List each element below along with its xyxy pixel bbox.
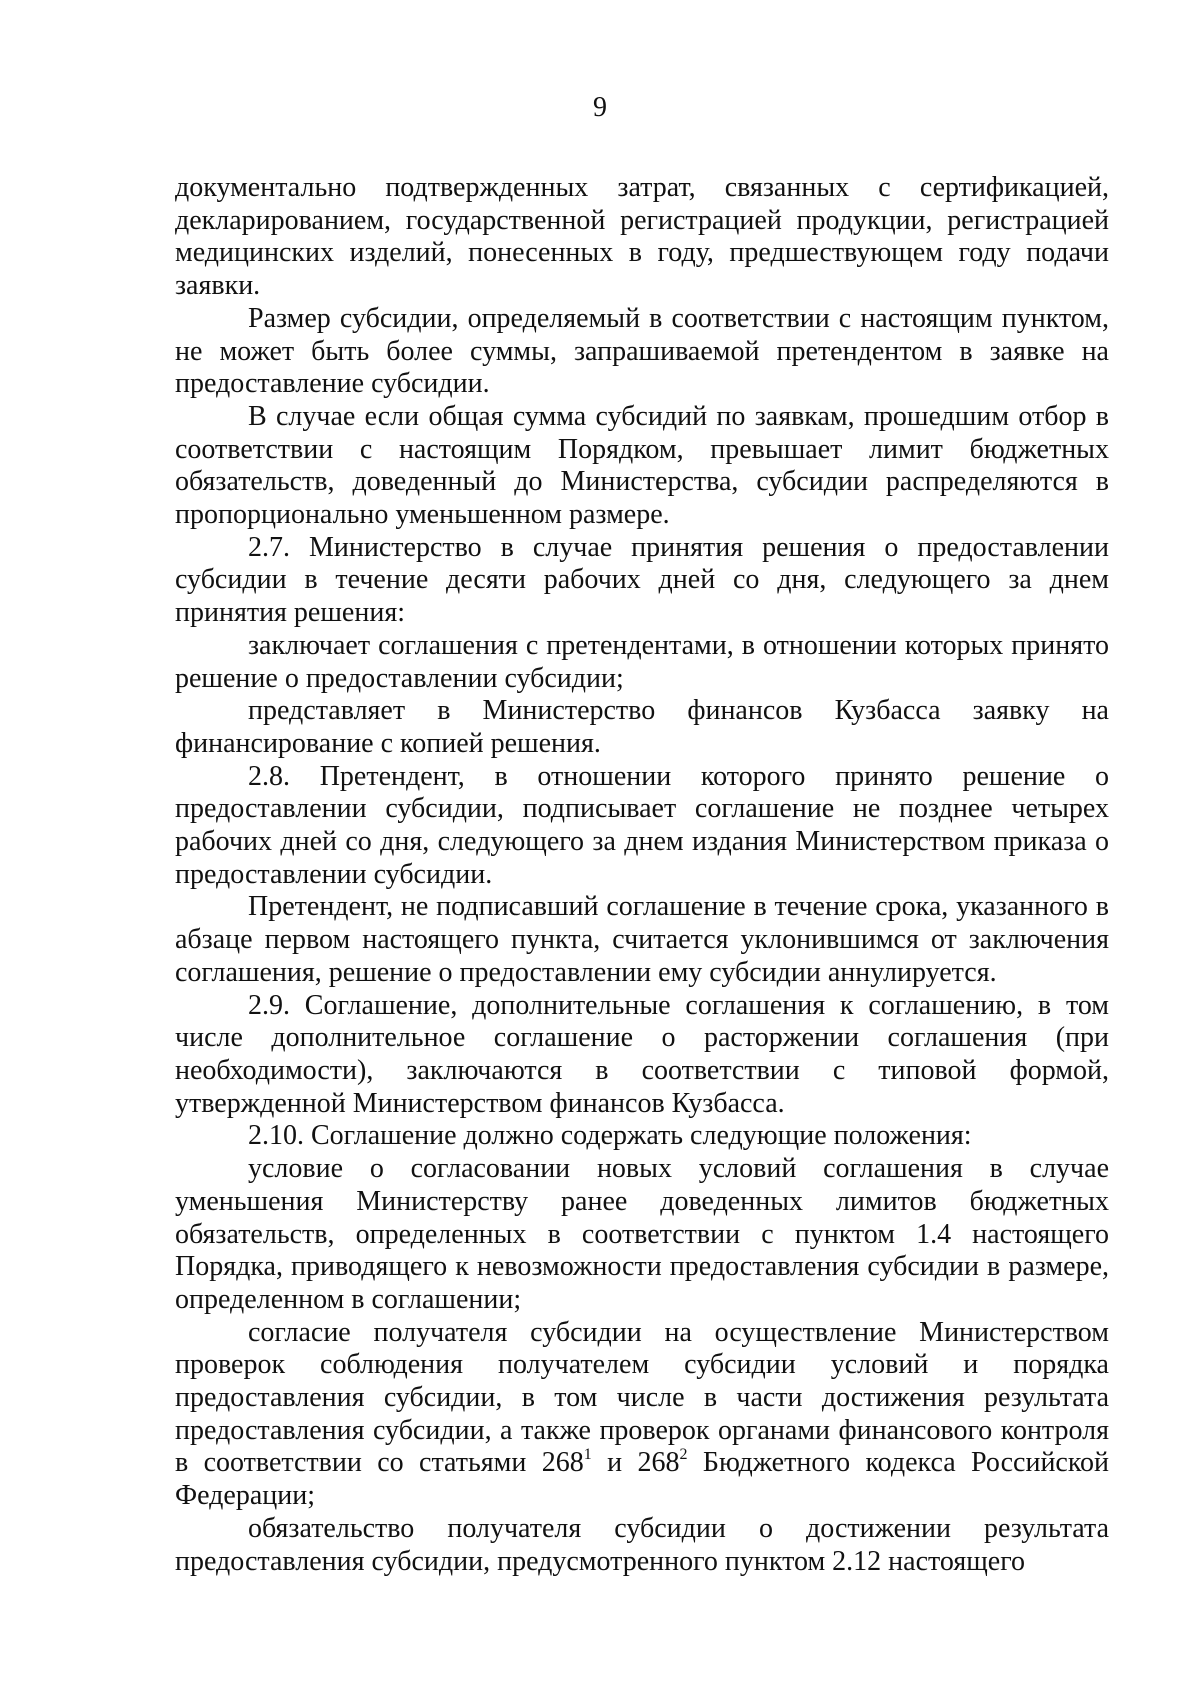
- paragraph-2-9: 2.9. Соглашение, дополнительные соглашения к соглашению, в том числе дополнительное соглашение о расторжении соглашения (при необходимости), заключаются в соответствии с типовой формой, утвержденной Министерством финансов Кузбасса.: [175, 989, 1109, 1119]
- paragraph-2-7: 2.7. Министерство в случае принятия решения о предоставлении субсидии в течение десяти рабочих дней со дня, следующего за днем принятия решения:: [175, 531, 1109, 629]
- paragraph-3: В случае если общая сумма субсидий по заявкам, прошедшим отбор в соответствии с настоящим Порядком, превышает лимит бюджетных обязательств, доведенный до Министерства, субсидии распределяются в пропорционально уменьшенном размере.: [175, 400, 1109, 531]
- paragraph-2-7-item-1: заключает соглашения с претендентами, в отношении которых принято решение о предоставлении субсидии;: [175, 629, 1109, 694]
- paragraph-2-10: 2.10. Соглашение должно содержать следующие положения:: [248, 1120, 972, 1152]
- superscript-1: 1: [583, 1446, 592, 1464]
- page-number: 9: [593, 92, 607, 123]
- paragraph-2-10-item-2-text-c: Бюджетного кодекса Российской Федерации;: [175, 1447, 1110, 1512]
- paragraph-2: Размер субсидии, определяемый в соответствии с настоящим пунктом, не может быть более суммы, запрашиваемой претендентом в заявке на предоставление субсидии.: [175, 302, 1109, 400]
- paragraph-2-10-item-3: обязательство получателя субсидии о достижении результата предоставления субсидии, предусмотренного пунктом 2.12 настоящего: [175, 1512, 1109, 1577]
- paragraph-1: документально подтвержденных затрат, связанных с сертификацией, декларированием, государственной регистрацией продукции, регистрацией медицинских изделий, понесенных в году, предшествующем году подачи заявки.: [175, 172, 1109, 302]
- paragraph-2-8: 2.8. Претендент, в отношении которого принято решение о предоставлении субсидии, подписывает соглашение не позднее четырех рабочих дней со дня, следующего за днем издания Министерством приказа о предоставлении субсидии.: [175, 760, 1109, 890]
- document-body: [175, 172, 1109, 1578]
- paragraph-2-10-item-1: условие о согласовании новых условий соглашения в случае уменьшения Министерству ранее доведенных лимитов бюджетных обязательств, определенных в соответствии с пунктом 1.4 настоящего Порядка, приводящего к невозможности предоставления субсидии в размере, определенном в соглашении;: [175, 1153, 1109, 1315]
- paragraph-2-8-continued: Претендент, не подписавший соглашение в течение срока, указанного в абзаце первом настоящего пункта, считается уклонившимся от заключения соглашения, решение о предоставлении ему субсидии аннулируется.: [175, 891, 1109, 988]
- paragraph-2-7-item-2: представляет в Министерство финансов Кузбасса заявку на финансирование с копией решения.: [175, 695, 1109, 759]
- paragraph-2-10-item-2-text-b: и 268: [591, 1447, 680, 1479]
- paragraph-2-10-item-2-text-a: согласие получателя субсидии на осуществление Министерством проверок соблюдения получателем субсидии условий и порядка предоставления субсидии, в том числе в части достижения результата предоставления субсидии, а также проверок органами финансового контроля в соответствии со статьями 268: [175, 1316, 1109, 1479]
- paragraph-2-10-item-2: [175, 1317, 1109, 1513]
- superscript-2: 2: [679, 1446, 688, 1464]
